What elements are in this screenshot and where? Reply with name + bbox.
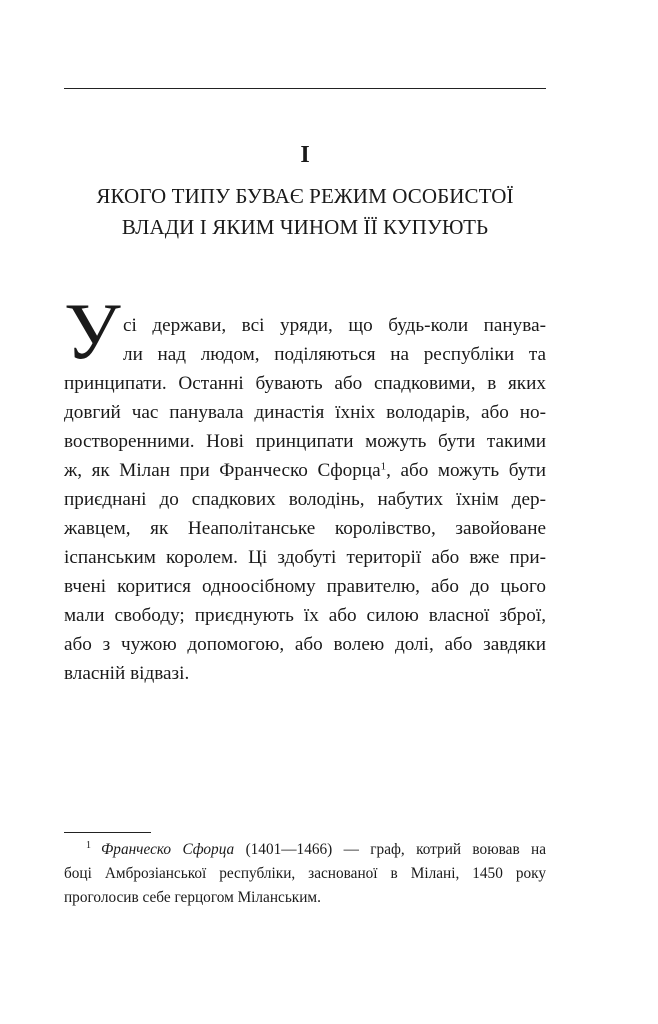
body-line: власній відвазі. [64,663,190,684]
footnote-text: (1401—1466) — граф, котрий воював на [234,841,547,858]
footnote-name: Франческо Сфорца [101,841,235,858]
drop-cap: У [64,288,121,376]
body-line: іспанським королем. Ці здобуті території або вже при- [64,547,546,568]
footnote-rule [64,832,151,833]
body-line: приєднані до спадкових володінь, набутих їхнім дер- [64,489,546,510]
chapter-title-line-1: ЯКОГО ТИПУ БУВАЄ РЕЖИМ ОСОБИСТОЇ [96,184,514,208]
footnote-line: проголосив себе герцогом Міланським. [64,889,321,906]
chapter-number: I [300,142,310,168]
body-line-text: ж, як Мілан при Франческо Сфорца [64,460,381,481]
footnote-mark: 1 [86,840,91,851]
header-rule [64,88,546,89]
body-line [64,456,546,485]
body-line: ли над людом, поділяються на республіки та [123,344,546,365]
body-line: востворенними. Нові принципати можуть бути такими [64,431,546,452]
footnote-line: боці Амброзіанської республіки, заснованої в Мілані, 1450 року [64,865,546,882]
body-line: принципати. Останні бувають або спадковими, в яких [64,373,546,394]
body-line: довгий час панувала династія їхніх володарів, або но- [64,402,546,423]
body-line: мали свободу; приєднують їх або силою власної зброї, [64,605,546,626]
body-line: жавцем, як Неаполітанське королівство, завойоване [64,518,546,539]
body-line: або з чужою допомогою, або волею долі, або завдяки [64,634,546,655]
footnote [64,838,546,910]
footnote-reference[interactable]: 1 [380,460,387,473]
chapter-title-line-2: ВЛАДИ І ЯКИМ ЧИНОМ ЇЇ КУПУЮТЬ [121,215,489,239]
body-line-text: , або можуть бути [386,460,546,481]
body-line: вчені коритися одноосібному правителю, або до цього [64,576,546,597]
footnote-line [64,838,546,862]
body-line: сі держави, всі уряди, що будь-коли панува- [123,315,546,336]
body-paragraph [64,311,546,688]
chapter-title [64,181,546,243]
